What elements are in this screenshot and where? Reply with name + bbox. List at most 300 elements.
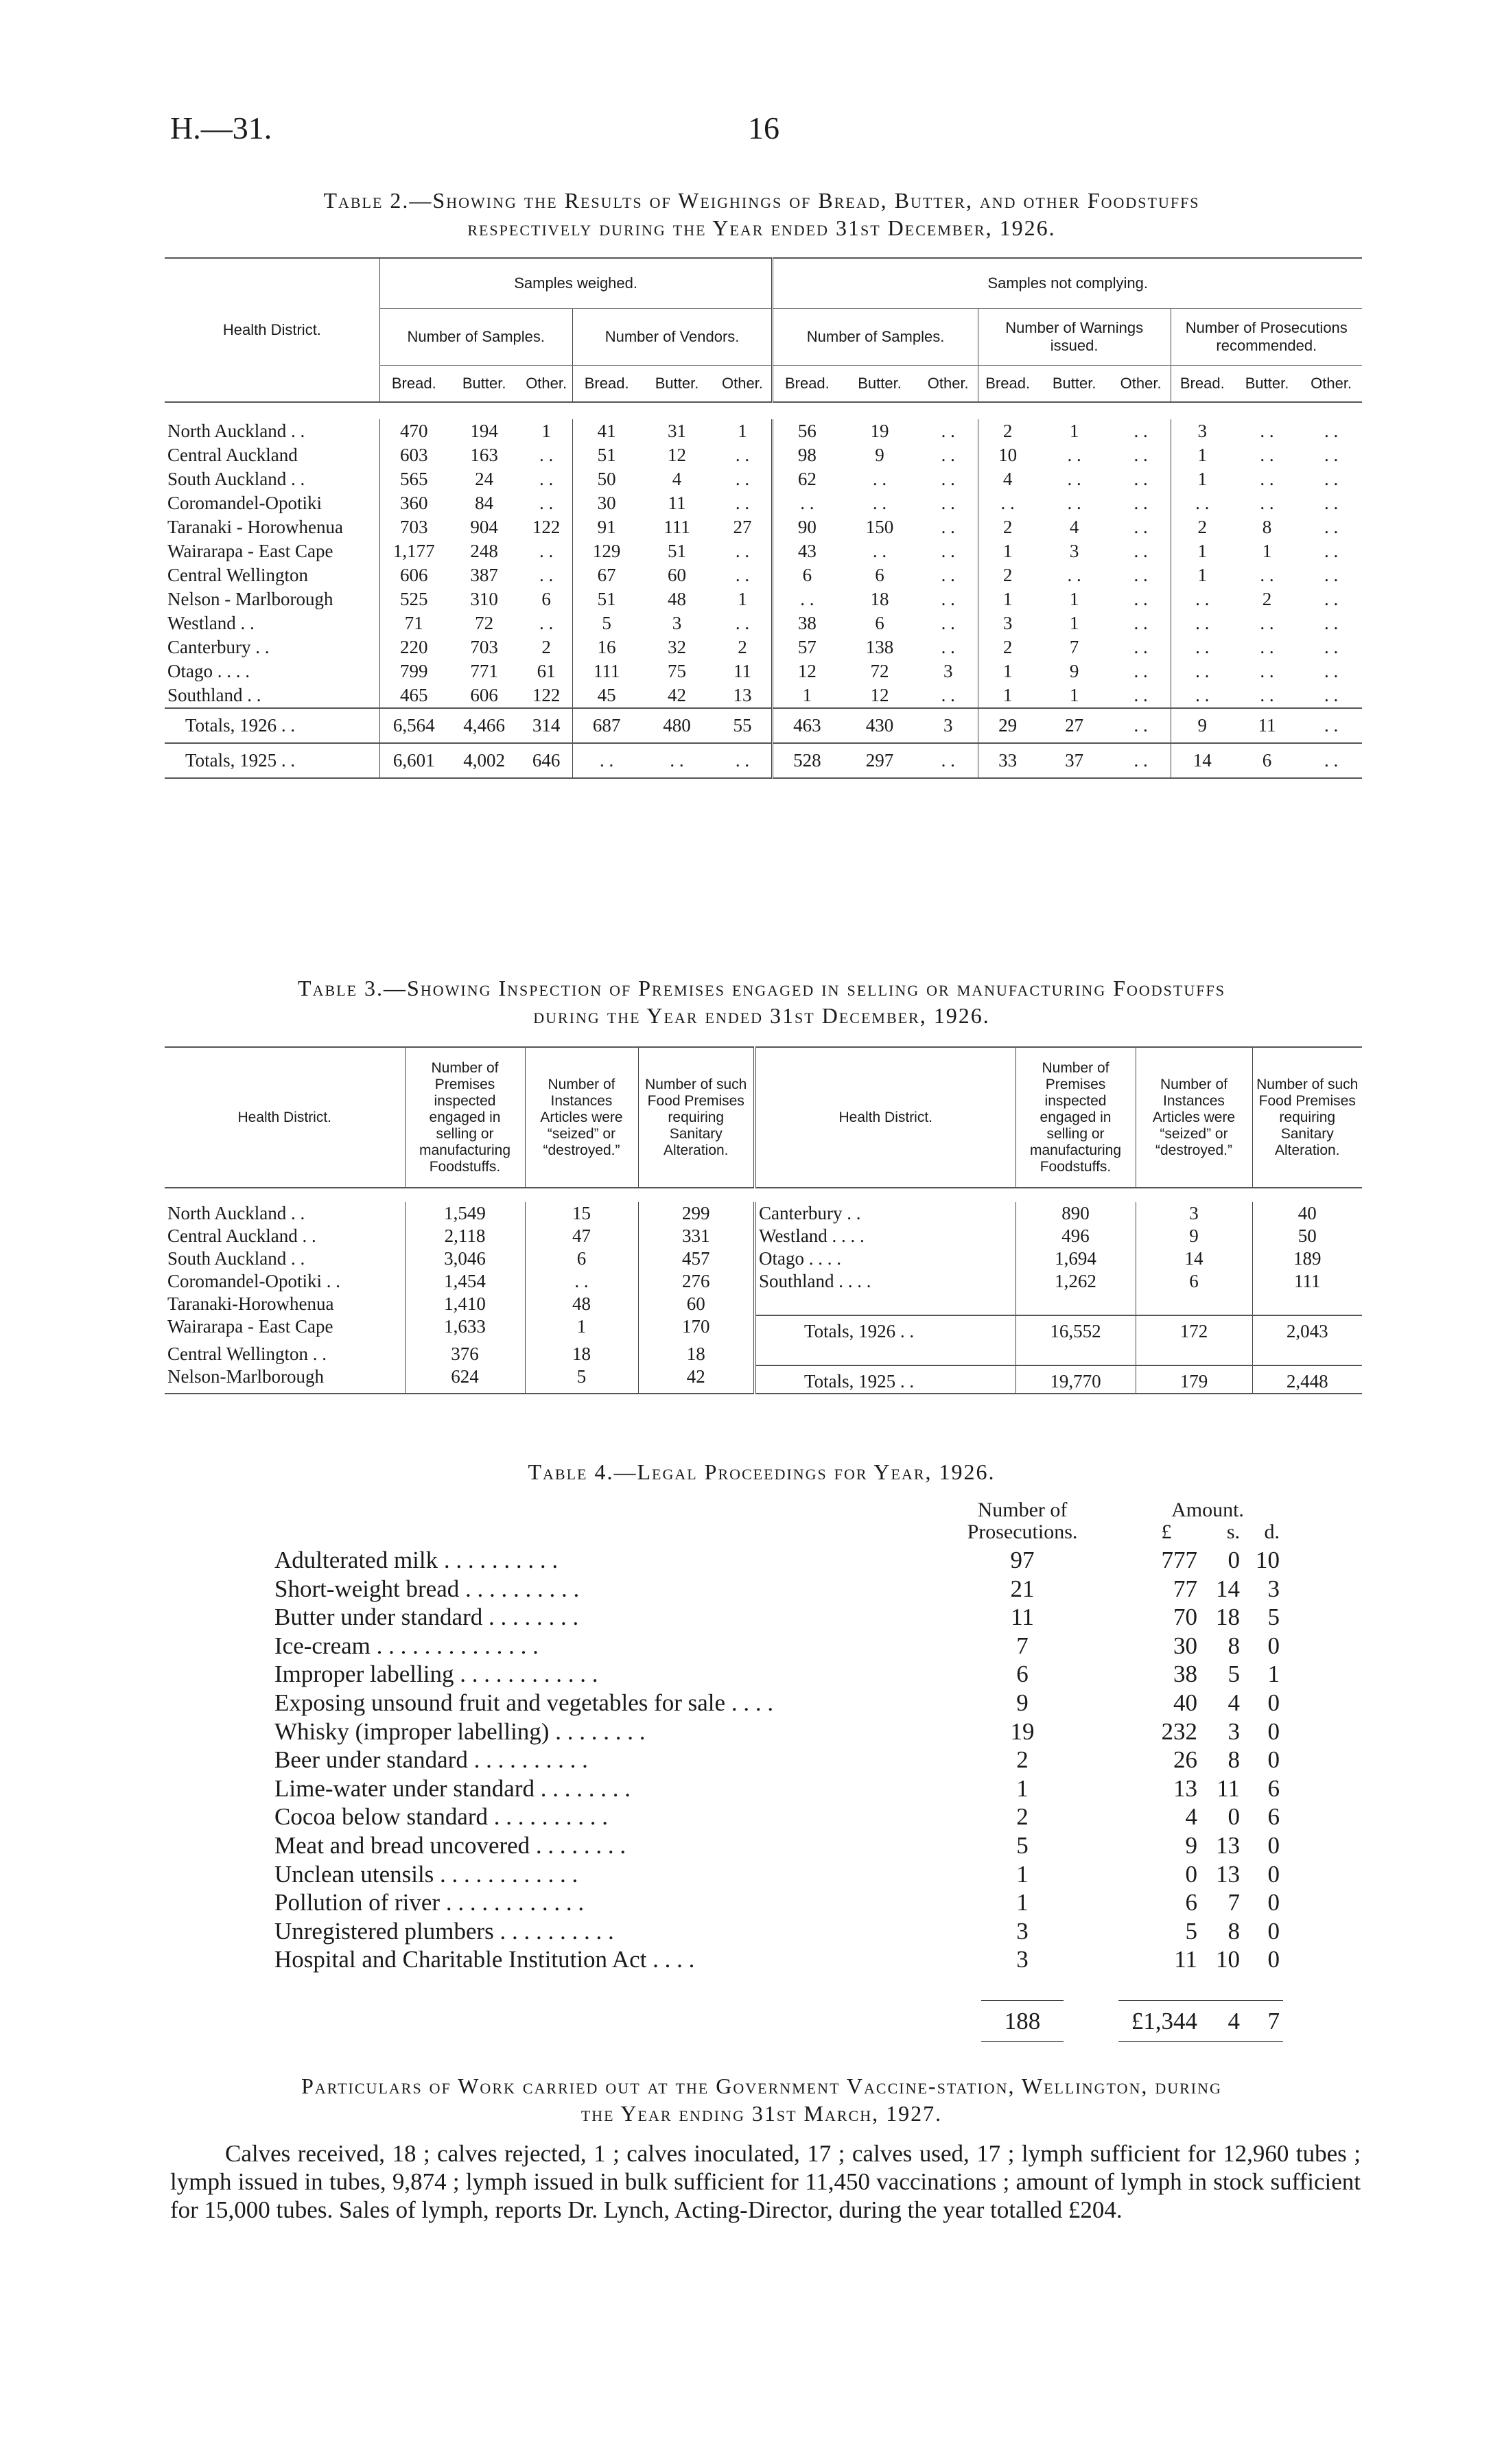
amount-shillings: 13	[1216, 1860, 1240, 1888]
col-header: Other.	[919, 366, 978, 403]
cell-value: 71	[379, 611, 447, 635]
table2	[165, 257, 1362, 779]
totals-label: Totals, 1926 . .	[165, 708, 379, 743]
t4-total-pence: 7	[1267, 2008, 1280, 2034]
t4-total-pounds: £1,344	[1131, 2008, 1197, 2034]
cell-value: 32	[668, 637, 687, 657]
alterations-required: 170	[638, 1315, 755, 1343]
cell-value: . .	[941, 589, 955, 609]
articles-seized: 172	[1136, 1315, 1252, 1343]
district-name: North Auckland . .	[167, 421, 305, 441]
total-value: . .	[1112, 743, 1171, 778]
amount-shillings: 8	[1228, 1917, 1240, 1945]
table-row	[274, 1888, 1304, 1917]
table-row	[274, 1774, 1304, 1803]
prosecutions-count: 6	[1016, 1661, 1029, 1688]
cell-value: 8	[1262, 517, 1272, 537]
cell-value: . .	[1171, 683, 1234, 708]
total-value: 9	[1171, 708, 1234, 743]
table-row	[165, 659, 1362, 683]
amount-pounds: 13	[1173, 1774, 1197, 1802]
cell-value: . .	[1324, 589, 1339, 609]
cell-value: 2	[978, 515, 1037, 539]
offence-label: Improper labelling . . . . . . . . . . . .	[274, 1661, 598, 1688]
cell-value: 9	[875, 445, 884, 465]
offence-label: Beer under standard . . . . . . . . . .	[274, 1746, 588, 1774]
cell-value: 18	[870, 589, 889, 609]
table-row	[274, 1603, 1304, 1632]
vaccine-heading-line2: the Year ending 31st March, 1927.	[580, 2101, 943, 2126]
cell-value: 703	[470, 637, 498, 657]
cell-value: 48	[668, 589, 687, 609]
amount-shillings: 18	[1216, 1604, 1240, 1631]
prosecutions-count: 1	[1016, 1889, 1029, 1916]
amount-pounds: 232	[1161, 1717, 1197, 1745]
cell-value: 122	[532, 517, 561, 537]
cell-value: . .	[1324, 637, 1339, 657]
articles-seized: 5	[525, 1365, 638, 1394]
offence-label: Butter under standard . . . . . . . .	[274, 1604, 579, 1631]
total-value: 6,601	[379, 743, 447, 778]
cell-value: 3	[1171, 419, 1234, 443]
district-name: South Auckland . .	[167, 1248, 305, 1269]
table-row	[165, 491, 1362, 515]
amount-pence: 5	[1267, 1604, 1280, 1631]
table-row	[274, 1717, 1304, 1746]
t4-h-pounds: £	[1161, 1521, 1172, 1543]
amount-shillings: 3	[1228, 1717, 1240, 1745]
cell-value: . .	[1171, 635, 1234, 659]
total-value: 528	[773, 743, 841, 778]
amount-shillings: 4	[1228, 1689, 1240, 1716]
total-value: . .	[1300, 743, 1362, 778]
cell-value: . .	[735, 445, 750, 465]
district-name: Westland . .	[167, 613, 255, 633]
amount-shillings: 10	[1216, 1946, 1240, 1973]
cell-value: 1	[738, 589, 747, 609]
articles-seized: 47	[525, 1225, 638, 1247]
district-name: Nelson-Marlborough	[165, 1365, 405, 1394]
table2-caption-line2: respectively during the Year ended 31st December, 1926.	[467, 215, 1056, 240]
vaccine-heading-line1: Particulars of Work carried out at the Government Vaccine-station, Wellington, during	[301, 2074, 1222, 2098]
cell-value: . .	[1067, 469, 1081, 489]
total-value: 314	[521, 708, 573, 743]
amount-shillings: 0	[1228, 1803, 1240, 1831]
cell-value: 1,177	[379, 539, 447, 563]
cell-value: 51	[572, 443, 640, 467]
col-header: Bread.	[773, 366, 841, 403]
cell-value: . .	[735, 613, 750, 633]
table-row	[165, 1293, 1362, 1315]
cell-value: . .	[941, 421, 955, 441]
cell-value: 11	[668, 493, 686, 513]
premises-inspected: 376	[405, 1343, 525, 1365]
cell-value: 1	[1069, 685, 1079, 705]
total-value: 6	[1234, 743, 1300, 778]
cell-value: 1	[1171, 467, 1234, 491]
t4-total-rule-amount	[1118, 2000, 1283, 2001]
cell-value: 5	[572, 611, 640, 635]
cell-value: 57	[773, 635, 841, 659]
cell-value: 1	[1171, 539, 1234, 563]
prosecutions-count: 3	[1016, 1946, 1029, 1973]
table-row	[274, 1746, 1304, 1774]
alterations-required: 189	[1252, 1247, 1362, 1270]
page-number: 16	[748, 110, 779, 145]
cell-value: 703	[379, 515, 447, 539]
cell-value: . .	[1134, 541, 1148, 561]
table-row	[274, 1917, 1304, 1946]
cell-value: 12	[773, 659, 841, 683]
prosecutions-count: 11	[1011, 1604, 1034, 1631]
district-name: Canterbury . .	[167, 637, 270, 657]
table-row	[165, 515, 1362, 539]
cell-value: 91	[572, 515, 640, 539]
cell-value: 2	[541, 637, 551, 657]
amount-pounds: 9	[1185, 1831, 1197, 1859]
cell-value: 904	[470, 517, 498, 537]
alterations-required: 299	[638, 1202, 755, 1225]
cell-value: 51	[572, 587, 640, 611]
district-name: Nelson - Marlborough	[167, 589, 333, 609]
cell-value: . .	[539, 469, 554, 489]
cell-value: 1	[978, 683, 1037, 708]
district-name: Canterbury . .	[755, 1202, 1015, 1225]
t4-bottom-rule-n	[981, 2041, 1064, 2042]
district-name: Central Wellington	[167, 565, 309, 585]
district-name: Otago . . . .	[167, 661, 250, 681]
col-header: Other.	[1300, 366, 1362, 403]
prosecutions-count: 1	[1016, 1774, 1029, 1802]
table-row	[165, 1343, 1362, 1365]
premises-inspected: 1,410	[405, 1293, 525, 1315]
amount-pence: 0	[1267, 1831, 1280, 1859]
total-value: 11	[1234, 708, 1300, 743]
cell-value: 62	[773, 467, 841, 491]
cell-value: . .	[1260, 565, 1274, 585]
premises-inspected: 3,046	[405, 1247, 525, 1270]
district-name: Westland . . . .	[755, 1225, 1015, 1247]
amount-pounds: 777	[1161, 1547, 1197, 1573]
cell-value: 1	[738, 421, 747, 441]
cell-value: 10	[978, 443, 1037, 467]
alterations-required: 2,448	[1252, 1365, 1362, 1394]
cell-value: . .	[1134, 589, 1148, 609]
cell-value: 799	[379, 659, 447, 683]
cell-value: 2	[978, 563, 1037, 587]
report-code: H.—31.	[170, 110, 272, 145]
cell-value: . .	[1134, 493, 1148, 513]
cell-value: . .	[1260, 613, 1274, 633]
district-name: Central Auckland	[167, 445, 298, 465]
table-row	[274, 1689, 1304, 1717]
premises-inspected: 624	[405, 1365, 525, 1394]
cell-value: 2	[978, 635, 1037, 659]
district-name: Wairarapa - East Cape	[167, 541, 333, 561]
cell-value: 27	[733, 517, 752, 537]
cell-value: 525	[379, 587, 447, 611]
col-header: Other.	[713, 366, 772, 403]
alterations-required: 331	[638, 1225, 755, 1247]
amount-shillings: 13	[1216, 1831, 1240, 1859]
district-name: Southland . . . .	[755, 1270, 1015, 1293]
total-value: 297	[841, 743, 918, 778]
amount-pence: 6	[1267, 1774, 1280, 1802]
total-value: 14	[1171, 743, 1234, 778]
table2-caption-line1: Table 2.—Showing the Results of Weighings of Bread, Butter, and other Foodstuffs	[323, 188, 1200, 213]
prosecutions-count: 2	[1016, 1746, 1029, 1774]
prosecutions-count: 97	[1010, 1547, 1035, 1573]
t3-h-alteration-left: Number of such Food Premises requiring Sanitary Alteration.	[638, 1047, 755, 1188]
cell-value: 6	[541, 589, 551, 609]
cell-value: 6	[773, 563, 841, 587]
alterations-required: 60	[638, 1293, 755, 1315]
amount-pence: 0	[1267, 1917, 1280, 1945]
cell-value: . .	[1324, 613, 1339, 633]
sub-number-of-vendors: Number of Vendors.	[572, 309, 773, 366]
cell-value: . .	[1324, 685, 1339, 705]
district-name: Wairarapa - East Cape	[167, 1316, 333, 1337]
premises-inspected: 890	[1015, 1202, 1136, 1225]
amount-shillings: 11	[1217, 1774, 1240, 1802]
cell-value: 360	[379, 491, 447, 515]
cell-value: 163	[470, 445, 498, 465]
cell-value: 72	[870, 661, 889, 681]
cell-value: . .	[1260, 493, 1274, 513]
cell-value: 565	[379, 467, 447, 491]
offence-label: Lime-water under standard . . . . . . . .	[274, 1774, 631, 1802]
cell-value: . .	[1067, 493, 1081, 513]
total-value: 37	[1037, 743, 1112, 778]
total-value: 646	[521, 743, 573, 778]
amount-pounds: 40	[1173, 1689, 1197, 1716]
prosecutions-count: 1	[1016, 1860, 1029, 1888]
cell-value: 122	[532, 685, 561, 705]
table-row	[274, 1660, 1304, 1689]
col-header: Butter.	[641, 366, 714, 403]
cell-value: . .	[978, 491, 1037, 515]
cell-value: . .	[941, 541, 955, 561]
cell-value: . .	[1324, 517, 1339, 537]
col-header: Butter.	[1234, 366, 1300, 403]
total-value: . .	[919, 743, 978, 778]
prosecutions-count: 7	[1016, 1632, 1029, 1659]
articles-seized: 6	[1136, 1270, 1252, 1293]
district-name: Taranaki - Horowhenua	[167, 517, 343, 537]
alterations-required: 42	[638, 1365, 755, 1394]
alterations-required: 2,043	[1252, 1315, 1362, 1343]
table-row	[165, 1270, 1362, 1293]
premises-inspected: 16,552	[1015, 1315, 1136, 1343]
cell-value: 7	[1069, 637, 1079, 657]
total-value: . .	[572, 743, 640, 778]
table-row	[165, 1365, 1362, 1394]
table-row	[165, 467, 1362, 491]
t3-h-seized-left: Number of Instances Articles were “seized” or “destroyed.”	[525, 1047, 638, 1188]
empty-cell	[1136, 1343, 1252, 1365]
table-row	[165, 419, 1362, 443]
sub-warnings-issued: Number of Warnings issued.	[978, 309, 1171, 366]
col-header: Other.	[1112, 366, 1171, 403]
amount-pence: 0	[1267, 1889, 1280, 1916]
district-name: Taranaki-Horowhenua	[167, 1293, 334, 1314]
col-header: Bread.	[1171, 366, 1234, 403]
district-name: South Auckland . .	[167, 469, 305, 489]
articles-seized: 48	[525, 1293, 638, 1315]
cell-value: 31	[668, 421, 687, 441]
cell-value: . .	[1134, 421, 1148, 441]
cell-value: 2	[1171, 515, 1234, 539]
amount-pounds: 4	[1185, 1803, 1197, 1831]
cell-value: 51	[668, 541, 687, 561]
sub-number-of-samples-nc: Number of Samples.	[773, 309, 978, 366]
cell-value: . .	[1260, 661, 1274, 681]
cell-value: . .	[1134, 613, 1148, 633]
cell-value: 6	[875, 613, 884, 633]
cell-value: 11	[733, 661, 751, 681]
district-name: Coromandel-Opotiki	[167, 493, 322, 513]
amount-shillings: 8	[1228, 1746, 1240, 1774]
cell-value: 61	[537, 661, 556, 681]
articles-seized: . .	[525, 1270, 638, 1293]
totals-label: Totals, 1925 . .	[755, 1365, 1015, 1394]
offence-label: Hospital and Charitable Institution Act . . . .	[274, 1946, 695, 1973]
cell-value: 50	[572, 467, 640, 491]
cell-value: 6	[875, 565, 884, 585]
total-value: 3	[919, 708, 978, 743]
table-row	[165, 1225, 1362, 1247]
cell-value: . .	[1324, 661, 1339, 681]
amount-shillings: 7	[1228, 1889, 1240, 1916]
articles-seized: 9	[1136, 1225, 1252, 1247]
offence-label: Ice-cream . . . . . . . . . . . . . .	[274, 1632, 539, 1659]
t4-h-amount: Amount.	[1171, 1499, 1244, 1521]
cell-value: 60	[668, 565, 687, 585]
amount-pounds: 77	[1173, 1575, 1197, 1602]
articles-seized: 18	[525, 1343, 638, 1365]
total-value: 480	[641, 708, 714, 743]
cell-value: 1	[1171, 443, 1234, 467]
cell-value: . .	[872, 493, 887, 513]
amount-pounds: 26	[1173, 1746, 1197, 1774]
table-row	[165, 1315, 1362, 1343]
table-row	[165, 683, 1362, 708]
cell-value: 3	[943, 661, 953, 681]
cell-value: 4	[1069, 517, 1079, 537]
cell-value: 606	[470, 685, 498, 705]
total-value: 29	[978, 708, 1037, 743]
cell-value: . .	[1134, 565, 1148, 585]
premises-inspected: 2,118	[405, 1225, 525, 1247]
cell-value: 42	[668, 685, 687, 705]
table3	[165, 1046, 1362, 1394]
total-value: . .	[1112, 708, 1171, 743]
col-header: Butter.	[448, 366, 521, 403]
district-name: North Auckland . .	[167, 1203, 305, 1223]
cell-value: . .	[941, 445, 955, 465]
district-name: Central Auckland . .	[167, 1225, 316, 1246]
cell-value: . .	[941, 685, 955, 705]
amount-shillings: 8	[1228, 1632, 1240, 1659]
cell-value: . .	[1324, 445, 1339, 465]
totals-label: Totals, 1926 . .	[755, 1315, 1015, 1343]
cell-value: 4	[672, 469, 682, 489]
offence-label: Unclean utensils . . . . . . . . . . . .	[274, 1860, 578, 1888]
cell-value: 67	[572, 563, 640, 587]
cell-value: 1	[773, 683, 841, 708]
cell-value: 1	[1171, 563, 1234, 587]
cell-value: . .	[1324, 541, 1339, 561]
articles-seized: 15	[525, 1202, 638, 1225]
cell-value: . .	[872, 541, 887, 561]
total-value: . .	[1300, 708, 1362, 743]
cell-value: 603	[379, 443, 447, 467]
cell-value: . .	[1260, 685, 1274, 705]
amount-pence: 1	[1267, 1661, 1280, 1688]
total-value: 463	[773, 708, 841, 743]
table-row	[274, 1860, 1304, 1889]
prosecutions-count: 3	[1016, 1917, 1029, 1945]
col-health-district: Health District.	[165, 258, 379, 402]
district-name: Otago . . . .	[755, 1247, 1015, 1270]
alterations-required: 50	[1252, 1225, 1362, 1247]
t3-h-district-left: Health District.	[165, 1047, 405, 1188]
t4-h-shillings: s.	[1226, 1521, 1240, 1543]
cell-value: 90	[773, 515, 841, 539]
cell-value: . .	[1260, 469, 1274, 489]
cell-value: . .	[539, 445, 554, 465]
premises-inspected: 1,694	[1015, 1247, 1136, 1270]
cell-value: . .	[1324, 421, 1339, 441]
col-header: Bread.	[379, 366, 447, 403]
total-value: . .	[641, 743, 714, 778]
cell-value: . .	[872, 469, 887, 489]
cell-value: . .	[1134, 445, 1148, 465]
table-row	[165, 611, 1362, 635]
alterations-required: 111	[1252, 1270, 1362, 1293]
offence-label: Adulterated milk . . . . . . . . . .	[274, 1547, 559, 1573]
cell-value: . .	[1171, 659, 1234, 683]
cell-value: 9	[1069, 661, 1079, 681]
cell-value: 12	[668, 445, 687, 465]
group-samples-not-complying: Samples not complying.	[773, 258, 1362, 309]
total-value: 55	[713, 708, 772, 743]
cell-value: 72	[475, 613, 494, 633]
amount-shillings: 0	[1228, 1547, 1240, 1573]
cell-value: 1	[1262, 541, 1272, 561]
empty-cell	[755, 1293, 1015, 1315]
table-row	[165, 539, 1362, 563]
premises-inspected: 1,549	[405, 1202, 525, 1225]
cell-value: . .	[1171, 491, 1234, 515]
amount-pence: 6	[1267, 1803, 1280, 1831]
cell-value: . .	[1260, 445, 1274, 465]
cell-value: 1	[978, 587, 1037, 611]
empty-cell	[1252, 1343, 1362, 1365]
amount-pounds: 38	[1173, 1661, 1197, 1688]
table-row	[165, 443, 1362, 467]
total-value: 33	[978, 743, 1037, 778]
cell-value: 1	[1069, 613, 1079, 633]
cell-value: 220	[379, 635, 447, 659]
empty-cell	[1015, 1343, 1136, 1365]
table-row	[165, 1247, 1362, 1270]
cell-value: . .	[1134, 517, 1148, 537]
cell-value: 2	[978, 419, 1037, 443]
cell-value: . .	[773, 491, 841, 515]
cell-value: 84	[475, 493, 494, 513]
cell-value: 465	[379, 683, 447, 708]
